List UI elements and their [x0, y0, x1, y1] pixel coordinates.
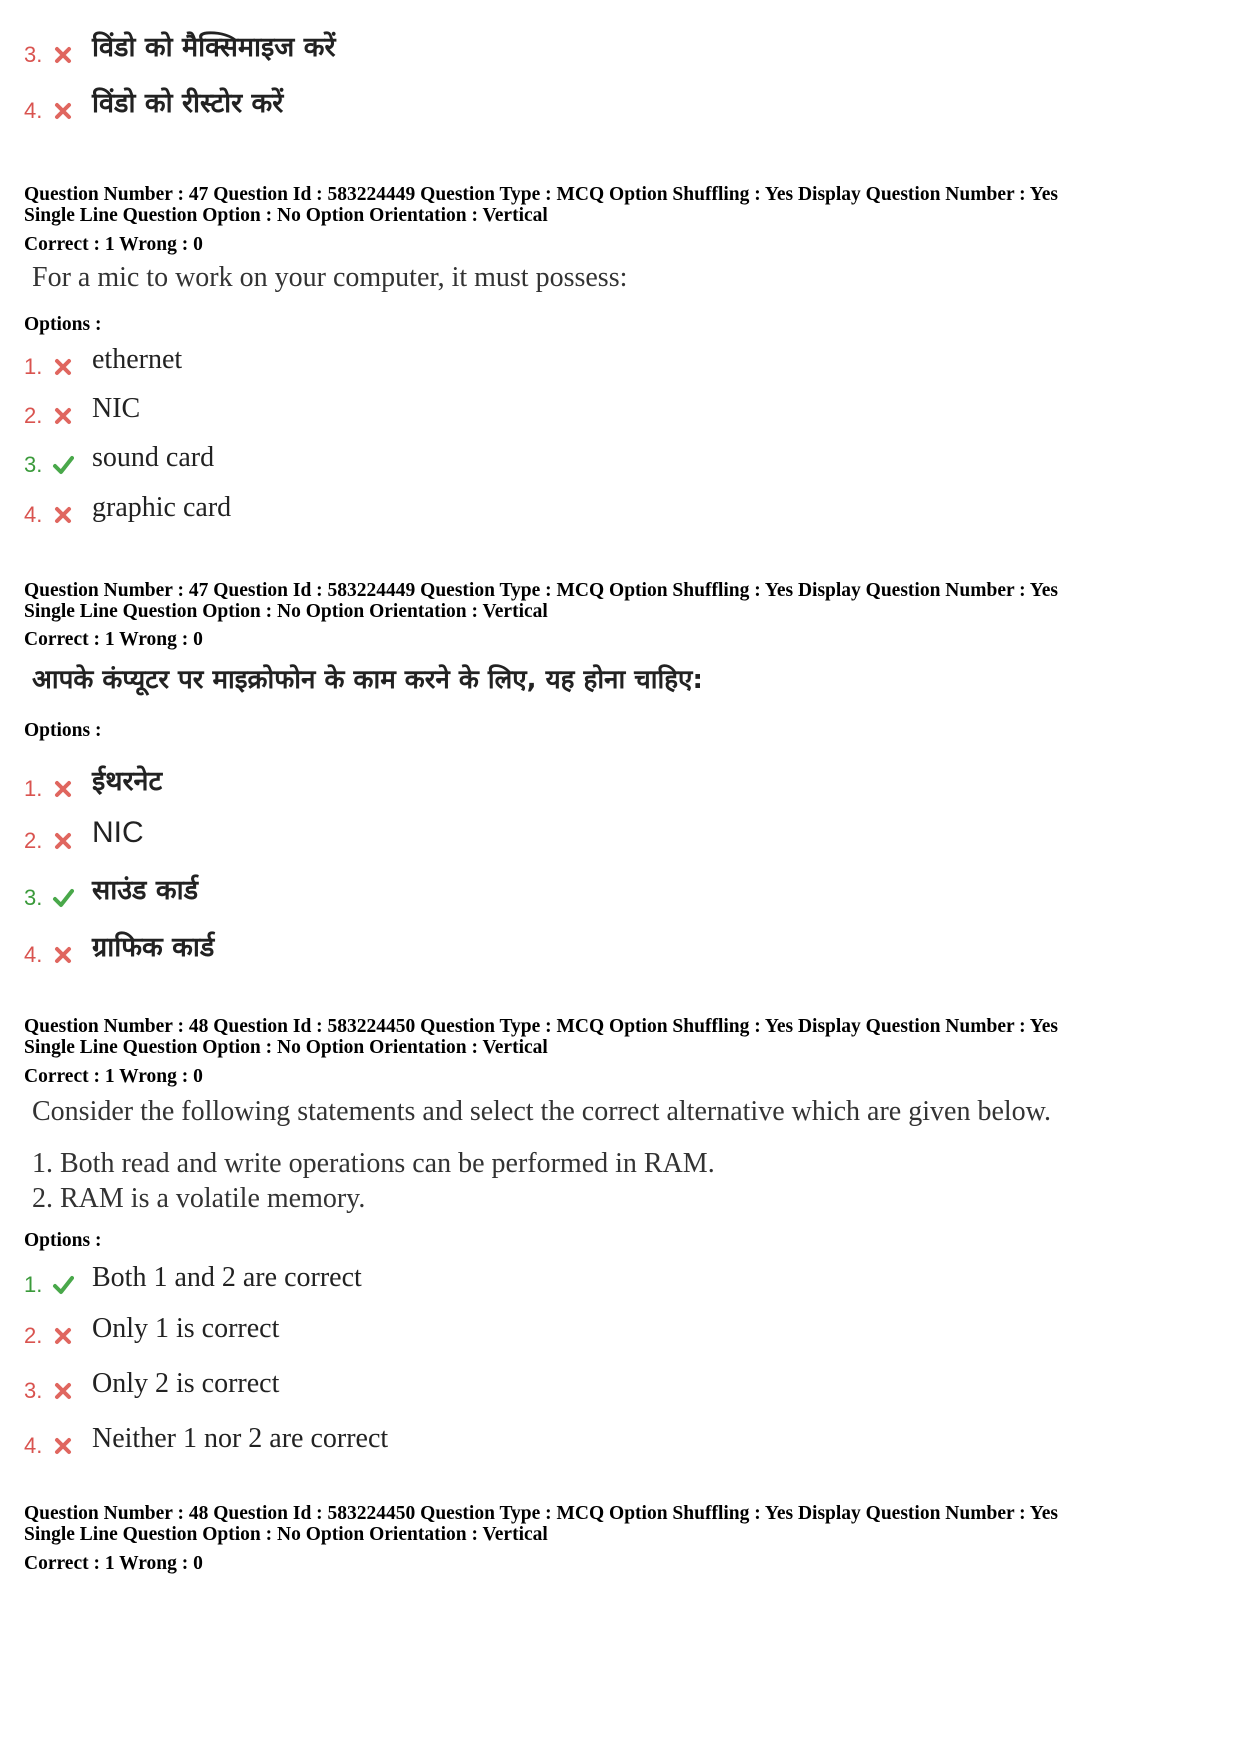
cross-icon [52, 504, 74, 526]
option-text: ग्राफिक कार्ड [92, 932, 215, 963]
statement-line: 2. RAM is a volatile memory. [32, 1183, 366, 1214]
option-number: 4. [24, 942, 43, 967]
cross-icon [52, 944, 74, 966]
cross-icon [52, 830, 74, 852]
option-text: Only 1 is correct [92, 1313, 280, 1344]
option-text: NIC [92, 393, 141, 424]
question-score: Correct : 1 Wrong : 0 [24, 1553, 203, 1574]
cross-icon [52, 44, 74, 66]
question-meta [24, 1503, 1058, 1545]
option-text: साउंड कार्ड [92, 875, 199, 906]
question-meta-line: Question Number : 48 Question Id : 583224450 Question Type : MCQ Option Shuffling : Yes Display Question Number : Yes [24, 1016, 1058, 1037]
option-text: ईथरनेट [92, 766, 163, 797]
option-number: 3. [24, 885, 43, 910]
option-text: Only 2 is correct [92, 1368, 280, 1399]
option-text: sound card [92, 442, 215, 473]
option-number: 3. [24, 1378, 43, 1403]
cross-icon [52, 778, 74, 800]
option-text: NIC [92, 816, 144, 849]
statement-line: 1. Both read and write operations can be performed in RAM. [32, 1148, 715, 1179]
option-number: 2. [24, 828, 43, 853]
cross-icon [52, 1325, 74, 1347]
cross-icon [52, 1435, 74, 1457]
question-meta-line: Single Line Question Option : No Option Orientation : Vertical [24, 205, 548, 226]
option-number: 1. [24, 354, 43, 379]
question-meta [24, 184, 1058, 226]
question-text: For a mic to work on your computer, it must possess: [32, 262, 628, 293]
question-meta-line: Question Number : 48 Question Id : 583224450 Question Type : MCQ Option Shuffling : Yes Display Question Number : Yes [24, 1503, 1058, 1524]
question-meta [24, 1016, 1058, 1058]
option-number: 4. [24, 98, 43, 123]
option-text: विंडो को रीस्टोर करें [92, 88, 284, 119]
question-score: Correct : 1 Wrong : 0 [24, 629, 203, 650]
question-meta-line: Question Number : 47 Question Id : 583224449 Question Type : MCQ Option Shuffling : Yes Display Question Number : Yes [24, 184, 1058, 205]
cross-icon [52, 356, 74, 378]
question-score: Correct : 1 Wrong : 0 [24, 1066, 203, 1087]
checkmark-icon [52, 887, 74, 909]
question-meta-line: Question Number : 47 Question Id : 583224449 Question Type : MCQ Option Shuffling : Yes Display Question Number : Yes [24, 580, 1058, 601]
option-number: 1. [24, 776, 43, 801]
options-label: Options : [24, 1230, 102, 1251]
option-number: 3. [24, 452, 43, 477]
options-label: Options : [24, 314, 102, 335]
cross-icon [52, 100, 74, 122]
question-text: आपके कंप्यूटर पर माइक्रोफोन के काम करने के लिए, यह होना चाहिए: [32, 665, 703, 695]
cross-icon [52, 405, 74, 427]
question-text: Consider the following statements and select the correct alternative which are given below. [32, 1096, 1052, 1127]
checkmark-icon [52, 454, 74, 476]
option-number: 3. [24, 42, 43, 67]
question-meta-line: Single Line Question Option : No Option Orientation : Vertical [24, 601, 548, 622]
option-text: Both 1 and 2 are correct [92, 1262, 362, 1293]
option-number: 4. [24, 1433, 43, 1458]
option-text: ethernet [92, 344, 183, 375]
question-meta [24, 580, 1058, 622]
question-meta-line: Single Line Question Option : No Option Orientation : Vertical [24, 1524, 548, 1545]
option-number: 1. [24, 1272, 43, 1297]
option-text: Neither 1 nor 2 are correct [92, 1423, 389, 1454]
option-text: graphic card [92, 492, 232, 523]
option-number: 4. [24, 502, 43, 527]
checkmark-icon [52, 1274, 74, 1296]
option-text: विंडो को मैक्सिमाइज करें [92, 32, 336, 63]
options-label: Options : [24, 720, 102, 741]
option-number: 2. [24, 1323, 43, 1348]
cross-icon [52, 1380, 74, 1402]
question-meta-line: Single Line Question Option : No Option Orientation : Vertical [24, 1037, 548, 1058]
option-number: 2. [24, 403, 43, 428]
question-score: Correct : 1 Wrong : 0 [24, 234, 203, 255]
